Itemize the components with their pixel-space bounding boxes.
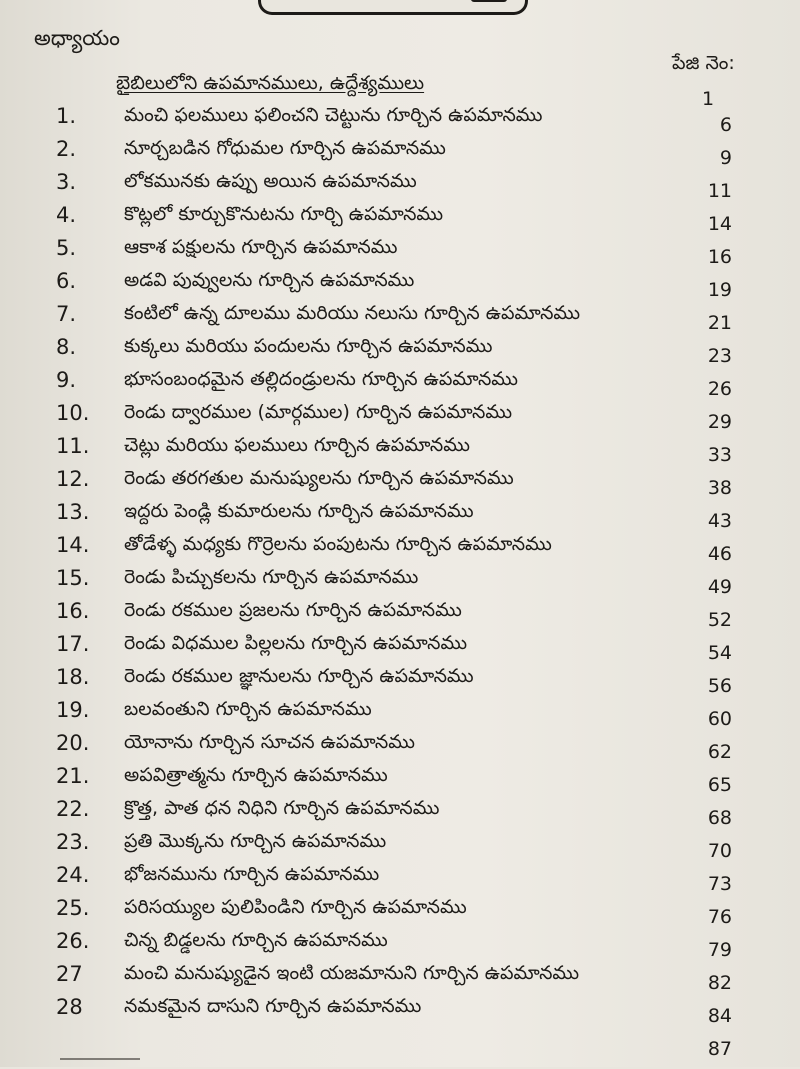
toc-row: [0, 335, 800, 367]
chapter-title: ప్రతి మొక్కను గూర్చిన ఉపమానము: [124, 830, 387, 852]
chapter-title: కొట్లలో కూర్చుకొనుటను గూర్చి ఉపమానము: [124, 203, 444, 225]
page-number: 46: [707, 543, 732, 565]
page-number: 21: [707, 312, 732, 334]
toc-row: [0, 170, 800, 202]
chapter-number: 28: [56, 995, 83, 1019]
toc-row: [0, 665, 800, 697]
chapter-number: 14.: [56, 533, 90, 557]
toc-row: [0, 797, 800, 829]
page-number: 84: [707, 1005, 732, 1027]
toc-row: [0, 863, 800, 895]
chapter-title: రెండు విధముల పిల్లలను గూర్చిన ఉపమానము: [124, 632, 468, 654]
chapter-number: 20.: [56, 731, 90, 755]
page-number: 26: [707, 378, 732, 400]
page-number: 33: [707, 444, 732, 466]
chapter-title: లోకమునకు ఉప్పు అయిన ఉపమానము: [124, 170, 417, 192]
page-number: 79: [707, 939, 732, 961]
page-number: 43: [707, 510, 732, 532]
chapter-title: యోనాను గూర్చిన సూచన ఉపమానము: [124, 731, 415, 753]
chapter-number: 6.: [56, 269, 77, 293]
page-number: 62: [707, 741, 732, 763]
page-number: 70: [707, 840, 732, 862]
header-ornament: [471, 0, 507, 2]
chapter-number: 10.: [56, 401, 90, 425]
intro-page-number: 1: [702, 88, 715, 110]
chapter-title: రెండు తరగతుల మనుష్యులను గూర్చిన ఉపమానము: [124, 467, 514, 489]
chapter-title: రెండు రకముల జ్ఞానులను గూర్చిన ఉపమానము: [124, 665, 474, 687]
page-number: 56: [707, 675, 732, 697]
chapter-title: అపవిత్రాత్మను గూర్చిన ఉపమానము: [124, 764, 388, 786]
chapter-number: 1.: [56, 104, 77, 128]
chapter-title: రెండు ద్వారముల (మార్గముల) గూర్చిన ఉపమానము: [124, 401, 513, 423]
toc-row: [0, 104, 800, 136]
toc-row: [0, 434, 800, 466]
intro-title: బైబిలులోని ఉపమానములు, ఉద్దేశ్యములు: [116, 72, 425, 94]
chapter-number: 2.: [56, 137, 77, 161]
toc-row: [0, 500, 800, 532]
chapter-title: భోజనమును గూర్చిన ఉపమానము: [124, 863, 380, 885]
page-number: 82: [707, 972, 732, 994]
page-number: 68: [707, 807, 732, 829]
chapter-number: 19.: [56, 698, 90, 722]
toc-row: [0, 467, 800, 499]
section-label: అధ్యాయం: [34, 26, 120, 50]
chapter-title: రెండు పిచ్చుకలను గూర్చిన ఉపమానము: [124, 566, 419, 588]
page-number: 73: [707, 873, 732, 895]
toc-row: [0, 632, 800, 664]
toc-row: [0, 995, 800, 1027]
chapter-number: 5.: [56, 236, 77, 260]
chapter-title: బలవంతుని గూర్చిన ఉపమానము: [124, 698, 372, 720]
chapter-title: భూసంబంధమైన తల్లిదండ్రులను గూర్చిన ఉపమానము: [124, 368, 518, 390]
chapter-title: చెట్లు మరియు ఫలములు గూర్చిన ఉపమానము: [124, 434, 470, 456]
toc-row: [0, 269, 800, 301]
page-number: 16: [707, 246, 732, 268]
chapter-header-tab: [258, 0, 528, 15]
page-number: 19: [707, 279, 732, 301]
toc-row: [0, 731, 800, 763]
page-number: 54: [707, 642, 732, 664]
toc-row: [0, 929, 800, 961]
chapter-title: పరిసయ్యుల పులిపిండిని గూర్చిన ఉపమానము: [124, 896, 467, 918]
chapter-title: తోడేళ్ళ మధ్యకు గొర్రెలను పంపుటను గూర్చిన ఉపమానము: [124, 533, 552, 555]
chapter-number: 21.: [56, 764, 90, 788]
page-number: 23: [707, 345, 732, 367]
page-number: 38: [707, 477, 732, 499]
chapter-number: 4.: [56, 203, 77, 227]
toc-row: [0, 137, 800, 169]
chapter-number: 16.: [56, 599, 90, 623]
page-number: 52: [707, 609, 732, 631]
chapter-title: మంచి ఫలములు ఫలించని చెట్టును గూర్చిన ఉపమానము: [124, 104, 543, 126]
chapter-number: 24.: [56, 863, 90, 887]
chapter-title: చిన్న బిడ్డలను గూర్చిన ఉపమానము: [124, 929, 388, 951]
toc-row: [0, 401, 800, 433]
toc-row: [0, 533, 800, 565]
chapter-title: ఆకాశ పక్షులను గూర్చిన ఉపమానము: [124, 236, 398, 258]
page-number: 11: [707, 180, 732, 202]
page-number: 65: [707, 774, 732, 796]
toc-row: [0, 302, 800, 334]
toc-row: [0, 1028, 800, 1060]
page-number: 49: [707, 576, 732, 598]
toc-row: [0, 566, 800, 598]
chapter-number: 8.: [56, 335, 77, 359]
chapter-number: 7.: [56, 302, 77, 326]
page-number: 29: [707, 411, 732, 433]
chapter-title: మంచి మనుష్యుడైన ఇంటి యజమానుని గూర్చిన ఉపమానము: [124, 962, 580, 984]
chapter-title: క్రొత్త, పాత ధన నిధిని గూర్చిన ఉపమానము: [124, 797, 440, 819]
chapter-number: 27: [56, 962, 83, 986]
cut-off-line: [60, 1058, 140, 1069]
toc-row: [0, 698, 800, 730]
chapter-number: 3.: [56, 170, 77, 194]
chapter-number: 18.: [56, 665, 90, 689]
chapter-number: 12.: [56, 467, 90, 491]
chapter-number: 15.: [56, 566, 90, 590]
page-number: 76: [707, 906, 732, 928]
page-number: 9: [719, 147, 732, 169]
toc-row: [0, 830, 800, 862]
chapter-title: నూర్చబడిన గోధుమల గూర్చిన ఉపమానము: [124, 137, 446, 159]
chapter-number: 13.: [56, 500, 90, 524]
toc-row: [0, 962, 800, 994]
chapter-number: 11.: [56, 434, 90, 458]
toc-row: [0, 764, 800, 796]
chapter-title: అడవి పువ్వులను గూర్చిన ఉపమానము: [124, 269, 415, 291]
page-number: 60: [707, 708, 732, 730]
toc-row: [0, 203, 800, 235]
chapter-title: ఇద్దరు పెండ్లి కుమారులను గూర్చిన ఉపమానము: [124, 500, 474, 522]
chapter-number: 17.: [56, 632, 90, 656]
chapter-number: 23.: [56, 830, 90, 854]
page-number: 87: [707, 1038, 732, 1060]
page-number: 6: [719, 114, 732, 136]
chapter-number: 25.: [56, 896, 90, 920]
toc-row: [0, 368, 800, 400]
chapter-title: కంటిలో ఉన్న దూలము మరియు నలుసు గూర్చిన ఉపమానము: [124, 302, 581, 324]
chapter-number: 26.: [56, 929, 90, 953]
toc-row: [0, 599, 800, 631]
toc-row: [0, 896, 800, 928]
chapter-number: 9.: [56, 368, 77, 392]
chapter-title: రెండు రకముల ప్రజలను గూర్చిన ఉపమానము: [124, 599, 462, 621]
page-number-header: పేజి నెం:: [672, 52, 735, 74]
page-number: 14: [707, 213, 732, 235]
chapter-number: 22.: [56, 797, 90, 821]
chapter-title: నమకమైన దాసుని గూర్చిన ఉపమానము: [124, 995, 422, 1017]
chapter-title: కుక్కలు మరియు పందులను గూర్చిన ఉపమానము: [124, 335, 493, 357]
toc-row: [0, 236, 800, 268]
